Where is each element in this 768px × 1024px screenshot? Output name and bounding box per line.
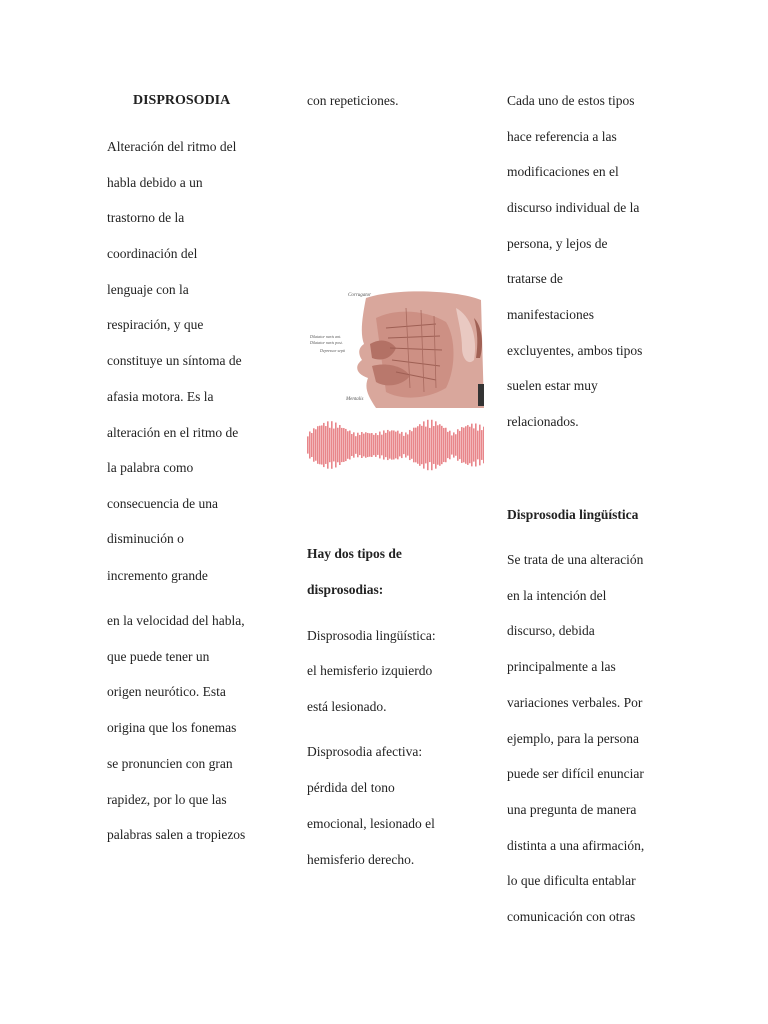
body-line: afasia motora. Es la <box>107 389 214 404</box>
waveform-bar <box>361 432 363 458</box>
waveform-bar <box>407 434 409 455</box>
waveform-bar <box>429 428 431 462</box>
body-line: emocional, lesionado el <box>307 816 435 831</box>
waveform-bar <box>343 428 345 462</box>
waveform-bar <box>395 432 397 459</box>
body-line: coordinación del <box>107 246 198 261</box>
figure-label: Depressor septi <box>320 348 346 353</box>
body-line: en la velocidad del habla, <box>107 613 245 628</box>
waveform-bar <box>439 424 441 466</box>
body-line: incremento grande <box>107 568 208 583</box>
body-line: una pregunta de manera <box>507 802 637 817</box>
waveform-bar <box>371 433 373 457</box>
waveform-bar <box>369 433 371 456</box>
body-line: pérdida del tono <box>307 780 395 795</box>
waveform-bar <box>433 426 435 464</box>
waveform-bar <box>431 420 433 470</box>
waveform-bar <box>465 426 467 464</box>
waveform-bar <box>471 424 473 467</box>
body-line: lenguaje con la <box>107 282 189 297</box>
waveform-bar <box>403 436 405 454</box>
waveform-bar <box>461 427 463 463</box>
waveform-bar <box>389 431 391 458</box>
section-heading: disprosodias: <box>307 582 384 597</box>
body-line: relacionados. <box>507 414 579 429</box>
waveform-bar <box>383 430 385 459</box>
body-line: distinta a una afirmación, <box>507 838 645 853</box>
body-line: discurso individual de la <box>507 200 640 215</box>
waveform-bar <box>385 433 387 457</box>
body-line: constituye un síntoma de <box>107 353 242 368</box>
muscle-drawing <box>357 291 484 408</box>
waveform-bar <box>329 428 331 462</box>
waveform-bar <box>423 421 425 468</box>
waveform-bar <box>427 420 429 470</box>
body-line: variaciones verbales. Por <box>507 695 643 710</box>
waveform-bar <box>453 432 455 457</box>
figure-label: Mentalis <box>346 397 364 402</box>
body-line: excluyentes, ambos tipos <box>507 343 643 358</box>
waveform-bar <box>323 423 325 467</box>
figure-label: Corrugator <box>348 293 372 298</box>
body-line: Disprosodia afectiva: <box>307 744 423 759</box>
body-line: manifestaciones <box>507 307 594 322</box>
waveform-bar <box>449 431 451 460</box>
waveform-bar <box>425 427 427 464</box>
waveform-bar <box>473 428 475 461</box>
waveform-bar <box>317 426 319 464</box>
body-line: trastorno de la <box>107 210 185 225</box>
waveform-bar <box>333 429 335 462</box>
waveform-bar <box>307 436 309 453</box>
waveform-bar <box>357 433 359 458</box>
waveform-bar <box>435 421 437 468</box>
waveform-bar <box>397 431 399 460</box>
waveform-bar <box>315 429 317 460</box>
waveform-bar <box>483 427 484 464</box>
waveform-bar <box>381 435 383 456</box>
waveform-bar <box>421 426 423 464</box>
body-line: la palabra como <box>107 460 194 475</box>
body-line: puede ser difícil enunciar <box>507 766 644 781</box>
section-heading: Hay dos tipos de <box>307 546 402 561</box>
body-line: Se trata de una alteración <box>507 552 644 567</box>
waveform-bar <box>399 434 401 457</box>
body-line: consecuencia de una <box>107 496 218 511</box>
waveform-bar <box>379 432 381 459</box>
body-line: principalmente a las <box>507 659 616 674</box>
body-line: respiración, y que <box>107 317 204 332</box>
body-line: alteración en el ritmo de <box>107 425 239 440</box>
body-line: rapidez, por lo que las <box>107 792 227 807</box>
waveform-bar <box>331 421 333 469</box>
continuation-line: con repeticiones. <box>307 93 399 108</box>
waveform-bar <box>345 429 347 461</box>
waveform-bar <box>367 433 369 457</box>
facial-muscle-illustration <box>306 288 484 473</box>
waveform-bar <box>467 425 469 465</box>
body-line: está lesionado. <box>307 699 387 714</box>
waveform-bar <box>441 426 443 464</box>
waveform-bar <box>443 428 445 462</box>
waveform-bar <box>375 433 377 457</box>
body-line: hace referencia a las <box>507 129 617 144</box>
waveform-bar <box>321 425 323 464</box>
waveform-bar <box>337 428 339 462</box>
waveform-bar <box>463 428 465 463</box>
waveform-bar <box>365 432 367 458</box>
waveform-bar <box>411 431 413 459</box>
waveform-bar <box>475 424 477 467</box>
figure-label: Dilatator naris post. <box>310 340 343 345</box>
waveform-bar <box>459 431 461 459</box>
body-line: Alteración del ritmo del <box>107 139 237 154</box>
waveform-bar <box>309 431 311 458</box>
waveform-bar <box>391 430 393 459</box>
body-line: que puede tener un <box>107 649 210 664</box>
waveform-bar <box>469 427 471 463</box>
waveform-bar <box>457 429 459 461</box>
body-line: el hemisferio izquierdo <box>307 663 433 678</box>
body-line: discurso, debida <box>507 623 595 638</box>
waveform-bar <box>341 428 343 462</box>
figure-label: Dilatator naris ant. <box>310 334 342 339</box>
body-line: en la intención del <box>507 588 607 603</box>
document-title: DISPROSODIA <box>133 93 231 108</box>
waveform-bar <box>405 432 407 457</box>
body-line: modificaciones en el <box>507 164 619 179</box>
waveform-bar <box>377 435 379 455</box>
body-line: Disprosodia lingüística: <box>307 628 436 643</box>
waveform-bar <box>353 432 355 457</box>
body-line: hemisferio derecho. <box>307 852 415 867</box>
waveform-bar <box>339 425 341 465</box>
waveform-bar <box>311 433 313 457</box>
body-line: disminución o <box>107 531 184 546</box>
waveform-bar <box>447 432 449 458</box>
waveform-bar <box>349 431 351 460</box>
body-line: persona, y lejos de <box>507 236 608 251</box>
waveform-bar <box>445 428 447 462</box>
waveform-bar <box>327 421 329 468</box>
body-line: palabras salen a tropiezos <box>107 827 246 842</box>
waveform-bar <box>335 423 337 468</box>
section-heading: Disprosodia lingüística <box>507 507 639 522</box>
waveform-bar <box>363 434 365 457</box>
waveform-bar <box>347 431 349 459</box>
waveform-bar <box>313 428 315 461</box>
waveform-bar <box>413 428 415 463</box>
waveform-bar <box>319 426 321 465</box>
waveform-bar <box>479 425 481 466</box>
waveform-bar <box>355 436 357 454</box>
waveform-bar <box>393 431 395 460</box>
waveform-bar <box>359 435 361 455</box>
body-line: ejemplo, para la persona <box>507 731 639 746</box>
body-line: habla debido a un <box>107 175 203 190</box>
body-line: origina que los fonemas <box>107 720 237 735</box>
waveform-bar <box>455 434 457 456</box>
body-line: lo que dificulta entablar <box>507 873 636 888</box>
body-line: suelen estar muy <box>507 378 598 393</box>
waveform-bar <box>401 432 403 458</box>
waveform-bar <box>437 425 439 464</box>
waveform-bar <box>409 430 411 460</box>
body-line: Cada uno de estos tipos <box>507 93 635 108</box>
waveform-bar <box>325 426 327 464</box>
body-line: tratarse de <box>507 271 563 286</box>
waveform-bar <box>373 435 375 455</box>
waveform-bar <box>451 435 453 454</box>
body-line: origen neurótico. Esta <box>107 684 226 699</box>
waveform-bar <box>419 424 421 466</box>
waveform-bar <box>477 431 479 460</box>
waveform-bar <box>417 426 419 464</box>
waveform-bar <box>481 430 483 460</box>
body-line: se pronuncien con gran <box>107 756 233 771</box>
waveform-bar <box>351 434 353 456</box>
body-line: comunicación con otras <box>507 909 636 924</box>
waveform-bar <box>387 430 389 460</box>
waveform-bar <box>415 428 417 463</box>
